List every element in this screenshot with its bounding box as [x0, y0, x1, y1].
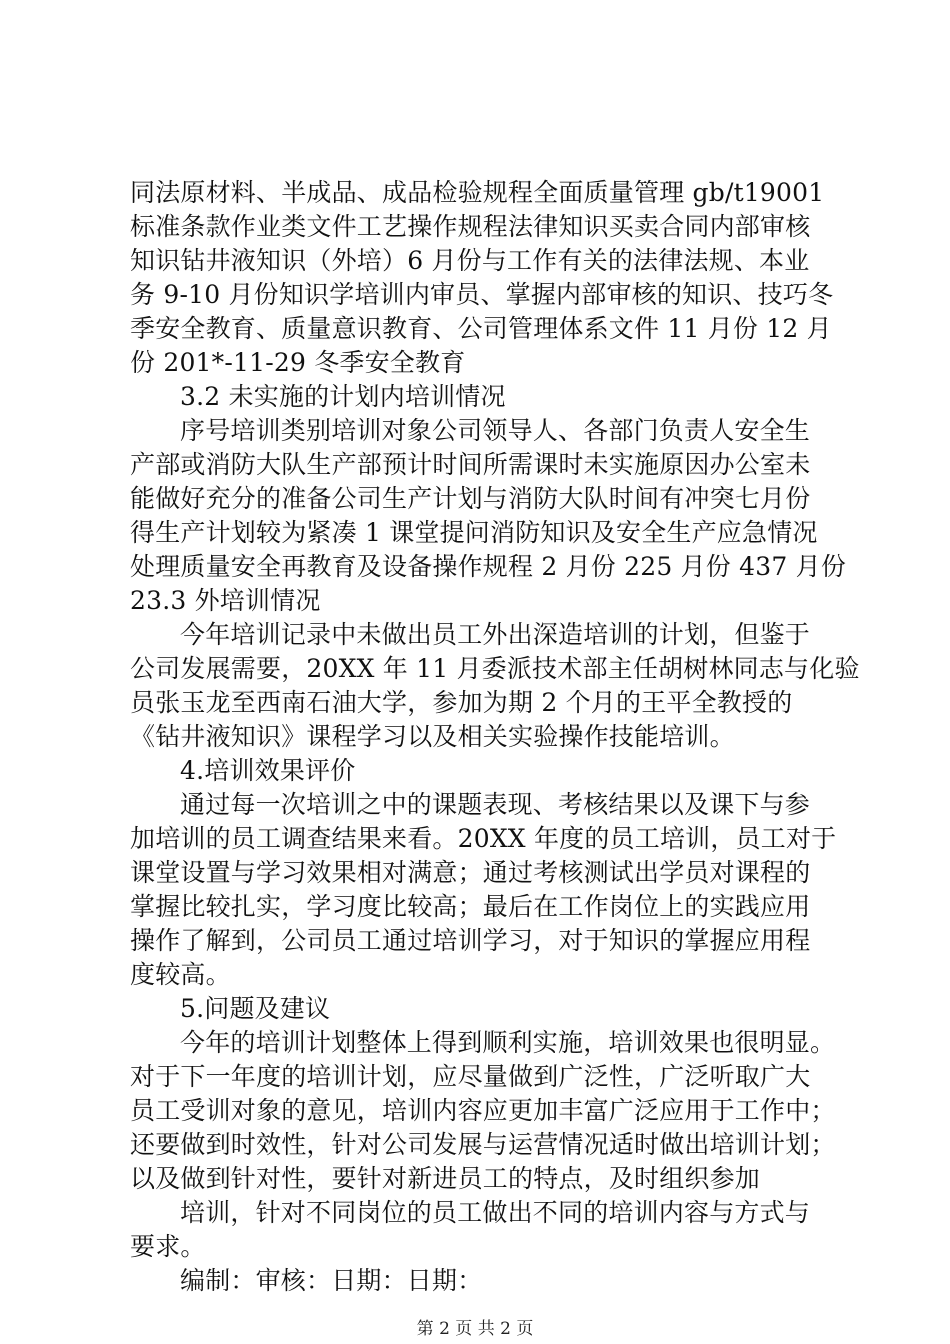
signature-line: 编制：审核：日期：日期： — [180, 1266, 483, 1295]
paragraph-line: 得生产计划较为紧凑 1 课堂提问消防知识及安全生产应急情况 — [130, 518, 818, 547]
paragraph-line: 份 201*-11-29 冬季安全教育 — [130, 348, 466, 377]
paragraph-line: 培训，针对不同岗位的员工做出不同的培训内容与方式与 — [180, 1198, 811, 1227]
paragraph-line: 《钻井液知识》课程学习以及相关实验操作技能培训。 — [130, 722, 735, 751]
paragraph-line: 知识钻井液知识（外培）6 月份与工作有关的法律法规、本业 — [130, 246, 810, 275]
section-heading: 3.2 未实施的计划内培训情况 — [180, 382, 506, 411]
paragraph-line: 今年培训记录中未做出员工外出深造培训的计划，但鉴于 — [180, 620, 811, 649]
paragraph-line: 处理质量安全再教育及设备操作规程 2 月份 225 月份 437 月份 — [130, 552, 847, 581]
paragraph-line: 课堂设置与学习效果相对满意；通过考核测试出学员对课程的 — [130, 858, 811, 887]
page-number-footer: 第 2 页 共 2 页 — [416, 1319, 534, 1339]
paragraph-line: 季安全教育、质量意识教育、公司管理体系文件 11 月份 12 月 — [130, 314, 832, 343]
section-heading: 5.问题及建议 — [180, 994, 331, 1023]
paragraph-line: 同法原材料、半成品、成品检验规程全面质量管理 gb/t19001 — [130, 178, 825, 207]
paragraph-line: 以及做到针对性，要针对新进员工的特点，及时组织参加 — [130, 1164, 761, 1193]
paragraph-line: 公司发展需要，20XX 年 11 月委派技术部主任胡树林同志与化验 — [130, 654, 860, 683]
paragraph-line: 标准条款作业类文件工艺操作规程法律知识买卖合同内部审核 — [130, 212, 811, 241]
paragraph-line: 能做好充分的准备公司生产计划与消防大队时间有冲突七月份 — [130, 484, 811, 513]
paragraph-line: 对于下一年度的培训计划，应尽量做到广泛性，广泛听取广大 — [130, 1062, 811, 1091]
paragraph-line: 通过每一次培训之中的课题表现、考核结果以及课下与参 — [180, 790, 811, 819]
paragraph-line: 员工受训对象的意见，培训内容应更加丰富广泛应用于工作中； — [130, 1096, 836, 1125]
section-heading: 4.培训效果评价 — [180, 756, 356, 785]
paragraph-line: 员张玉龙至西南石油大学，参加为期 2 个月的王平全教授的 — [130, 688, 793, 717]
paragraph-line: 还要做到时效性，针对公司发展与运营情况适时做出培训计划； — [130, 1130, 836, 1159]
paragraph-line: 操作了解到，公司员工通过培训学习，对于知识的掌握应用程 — [130, 926, 811, 955]
section-heading: 23.3 外培训情况 — [130, 586, 321, 615]
paragraph-line: 务 9-10 月份知识学培训内审员、掌握内部审核的知识、技巧冬 — [130, 280, 834, 309]
paragraph-line: 掌握比较扎实，学习度比较高；最后在工作岗位上的实践应用 — [130, 892, 811, 921]
paragraph-line: 加培训的员工调查结果来看。20XX 年度的员工培训，员工对于 — [130, 824, 837, 853]
paragraph-line: 今年的培训计划整体上得到顺利实施，培训效果也很明显。 — [180, 1028, 836, 1057]
paragraph-line: 要求。 — [130, 1232, 206, 1261]
paragraph-line: 序号培训类别培训对象公司领导人、各部门负责人安全生 — [180, 416, 811, 445]
paragraph-line: 度较高。 — [130, 960, 231, 989]
paragraph-line: 产部或消防大队生产部预计时间所需课时未实施原因办公室未 — [130, 450, 811, 479]
